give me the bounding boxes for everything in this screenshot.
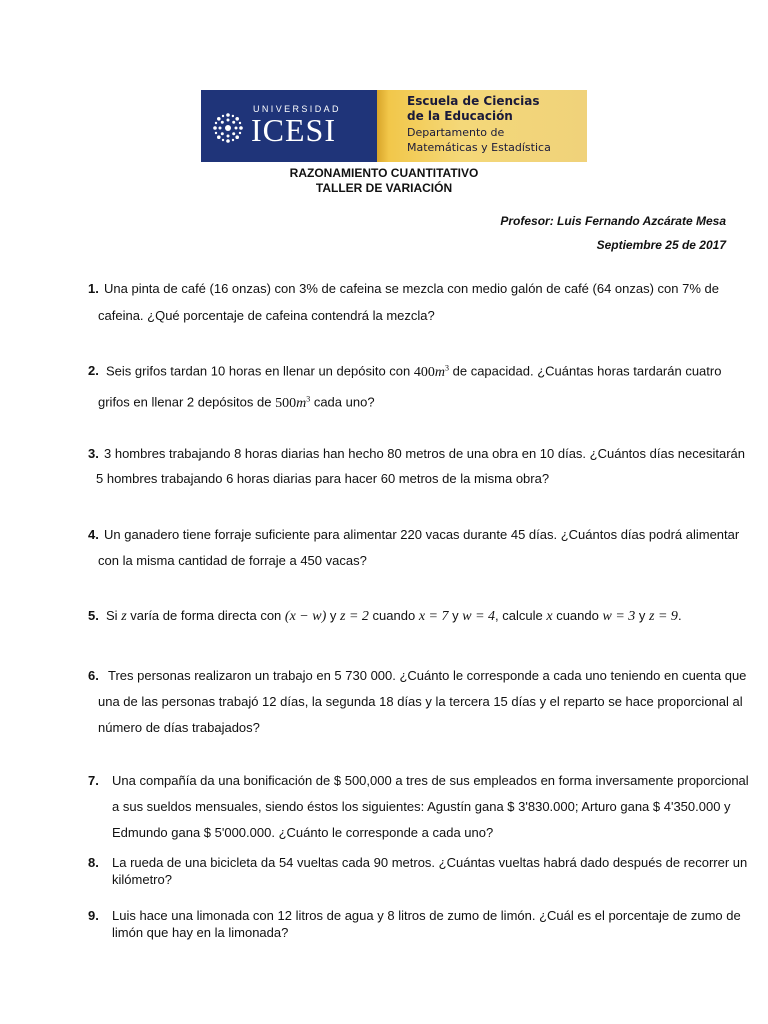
question-text-line: La rueda de una bicicleta da 54 vueltas cada 90 metros. ¿Cuántas vueltas habrá dado después de recorrer un (112, 855, 748, 870)
difference-expression: (x − w) (284, 609, 327, 624)
question-number: 1. (88, 281, 99, 296)
school-name-line2: de la Educación (407, 109, 513, 123)
school-banner (377, 90, 587, 162)
course-title: RAZONAMIENTO CUANTITATIVO (289, 166, 479, 180)
question-text-line: Si z varía de forma directa con (x − w) y z = 2 cuando x = 7 y w = 4, calcule x cuando w = 3 y z = 9. (106, 608, 682, 624)
volume-expression: $500m^3$ (275, 394, 311, 411)
document-date: Septiembre 25 de 2017 (596, 238, 726, 252)
question-text: grifos en llenar 2 depósitos de (98, 394, 272, 410)
university-seal-icon (211, 111, 245, 145)
question-number: 3. (88, 446, 99, 461)
question-text: de capacidad. ¿Cuántas horas tardarán cuatro (452, 363, 722, 379)
question-text-line: cafeina. ¿Qué porcentaje de cafeina contendrá la mezcla? (98, 308, 435, 323)
professor-name: Profesor: Luis Fernando Azcárate Mesa (500, 214, 726, 228)
question-number: 5. (88, 608, 99, 623)
question-text: cada uno? (313, 394, 375, 410)
question-number: 7. (88, 773, 99, 788)
department-line1: Departamento de (407, 126, 505, 139)
question-text-line: Luis hace una limonada con 12 litros de agua y 8 litros de zumo de limón. ¿Cuál es el porcentaje de zumo de (112, 908, 741, 923)
question-text-line (106, 363, 721, 381)
volume-expression: $400m^3$ (413, 363, 449, 380)
question-text-line: Edmundo gana $ 5'000.000. ¿Cuánto le corresponde a cada uno? (112, 825, 494, 840)
question-text-line: limón que hay en la limonada? (112, 925, 289, 940)
question-text-line: 3 hombres trabajando 8 horas diarias han hecho 80 metros de una obra en 10 días. ¿Cuántos días necesitarán (104, 446, 746, 461)
question-number: 8. (88, 855, 99, 870)
question-text: Seis grifos tardan 10 horas en llenar un depósito con (106, 363, 411, 379)
university-label: UNIVERSIDAD (253, 104, 341, 114)
university-banner (201, 90, 587, 162)
question-text-line: a sus sueldos mensuales, siendo éstos los siguientes: Agustín gana $ 3'830.000; Arturo gana $ 4'350.000 y (112, 799, 731, 814)
school-name-line1: Escuela de Ciencias (407, 94, 540, 108)
question-text-line: Una pinta de café (16 onzas) con 3% de cafeina se mezcla con medio galón de café (64 onzas) con 7% de (104, 281, 719, 296)
question-text-line: Un ganadero tiene forraje suficiente para alimentar 220 vacas durante 45 días. ¿Cuántos días podrá alimentar (104, 527, 740, 542)
workshop-title: TALLER DE VARIACIÓN (315, 181, 453, 195)
question-text-line: Una compañía da una bonificación de $ 500,000 a tres de sus empleados en forma inversamente proporcional (112, 773, 749, 788)
question-text-line: Tres personas realizaron un trabajo en 5 730 000. ¿Cuánto le corresponde a cada uno teniendo en cuenta que (108, 668, 747, 683)
question-text-line: 5 hombres trabajando 6 horas diarias para hacer 60 metros de la misma obra? (96, 471, 550, 486)
department-line2: Matemáticas y Estadística (407, 141, 551, 154)
question-number: 6. (88, 668, 99, 683)
question-text-line: una de las personas trabajó 12 días, la segunda 18 días y la tercera 15 días y el reparto se hace proporcional al (98, 694, 743, 709)
question-text-line (98, 394, 375, 412)
question-number: 9. (88, 908, 99, 923)
question-text-line: número de días trabajados? (98, 720, 260, 735)
university-logo (201, 90, 377, 162)
question-text-line: con la misma cantidad de forraje a 450 vacas? (98, 553, 367, 568)
university-name: ICESI (251, 112, 336, 148)
question-text-line: kilómetro? (112, 872, 172, 887)
question-number: 2. (88, 363, 99, 378)
question-number: 4. (88, 527, 99, 542)
